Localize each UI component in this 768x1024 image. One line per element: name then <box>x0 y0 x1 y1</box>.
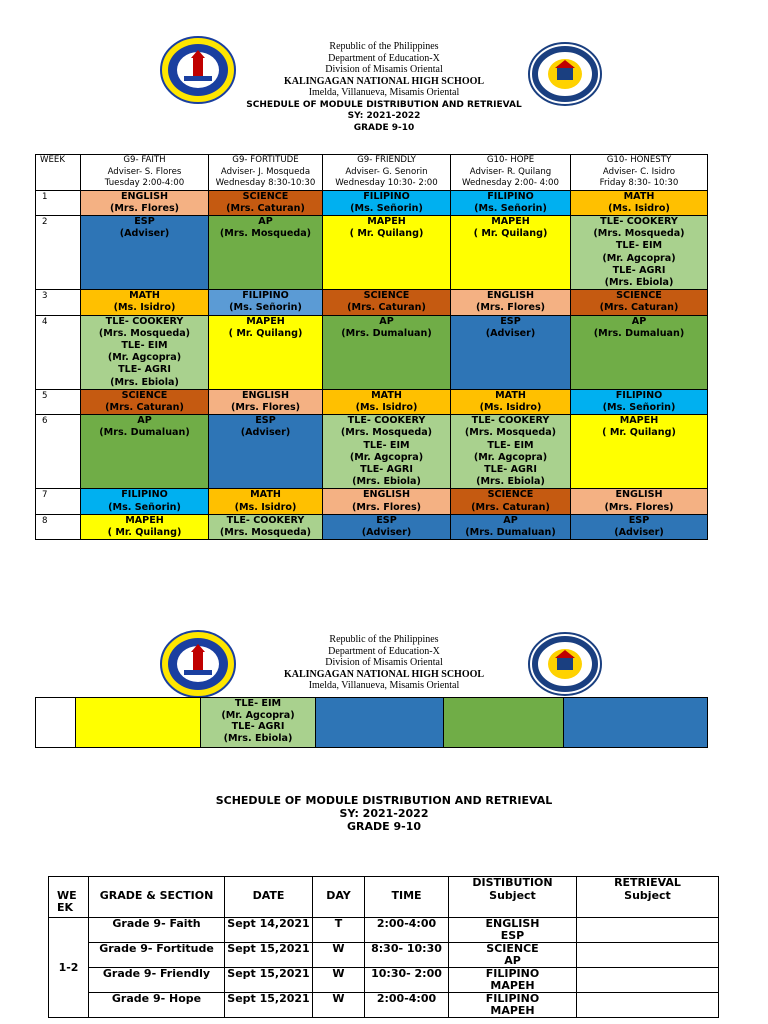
section-column-header <box>323 155 451 191</box>
subject-name: FILIPINO <box>485 992 540 1005</box>
teacher-name: (Ms. Señorin) <box>108 501 181 513</box>
teacher-name: (Adviser) <box>240 427 291 439</box>
teacher-name: (Mrs. Dumaluan) <box>99 427 190 439</box>
schedule-cell <box>571 290 708 315</box>
subject-name: MAPEH <box>490 1004 535 1017</box>
subject-name: TLE- AGRI <box>484 463 537 475</box>
distribution-heading <box>0 794 768 833</box>
week-column-header <box>36 155 81 191</box>
subject-name: SCIENCE <box>487 489 534 501</box>
section-label: G10- HOPE <box>486 155 535 165</box>
schedule-cell <box>81 415 209 489</box>
schedule-cell <box>451 315 571 389</box>
subject-name: TLE- AGRI <box>360 463 413 475</box>
section-adviser: Adviser- J. Mosqueda <box>220 166 311 177</box>
teacher-name: (Ms. Isidro) <box>234 501 297 513</box>
document-header <box>0 41 768 134</box>
teacher-name: (Mrs. Ebiola) <box>476 476 545 488</box>
subject-name: MATH <box>623 190 655 202</box>
teacher-name: (Mrs. Mosqueda) <box>340 427 433 439</box>
teacher-name: (Mrs. Ebiola) <box>110 376 179 388</box>
distribution-row <box>49 943 719 968</box>
header-school-2: KALINGAGAN NATIONAL HIGH SCHOOL <box>283 668 485 680</box>
grade-section-cell: Grade 9- Faith <box>89 918 225 943</box>
distribution-table <box>48 876 719 1018</box>
teacher-name: (Adviser) <box>361 526 412 538</box>
grade-section-header: GRADE & SECTION <box>89 890 225 918</box>
retrieval-subject-header: Subject <box>577 890 719 918</box>
header-address: Imelda, Villanueva, Misamis Oriental <box>308 87 460 98</box>
teacher-name: (Mrs. Ebiola) <box>352 476 421 488</box>
teacher-name: (Ms. Señorin) <box>602 401 676 413</box>
schedule-cell <box>323 514 451 539</box>
empty-header-cell <box>49 877 89 890</box>
day-cell: W <box>313 993 365 1018</box>
day-cell: W <box>313 943 365 968</box>
subject-name: ENGLISH <box>241 389 290 401</box>
subject-name: AP <box>137 415 152 427</box>
distribution-title: SCHEDULE OF MODULE DISTRIBUTION AND RETRIEVAL <box>215 794 553 807</box>
subject-name: TLE- EIM <box>363 439 410 451</box>
schedule-row <box>36 489 708 514</box>
teacher-name: (Mrs. Caturan) <box>347 302 426 314</box>
distribution-subject-cell <box>449 968 577 993</box>
subject-name: MAPEH <box>619 415 659 427</box>
subject-name: MATH <box>495 389 526 401</box>
teacher-name: (Ms. Isidro) <box>355 401 418 413</box>
week-number-cell: 8 <box>36 514 81 539</box>
teacher-name: (Mr. Agcopra) <box>602 252 676 264</box>
schedule-cell <box>571 514 708 539</box>
schedule-cell <box>81 489 209 514</box>
time-header: TIME <box>365 890 449 918</box>
day-cell: T <box>313 918 365 943</box>
schedule-cell <box>81 315 209 389</box>
date-cell: Sept 15,2021 <box>225 993 313 1018</box>
subject-name: AP <box>504 954 521 967</box>
schedule-cell <box>209 489 323 514</box>
teacher-name: (Adviser) <box>485 327 536 339</box>
distribution-row <box>49 993 719 1018</box>
schedule-row <box>36 514 708 539</box>
distribution-subject-header: Subject <box>449 890 577 918</box>
empty-header-cell <box>313 877 365 890</box>
teacher-name: (Ms. Señorin) <box>474 202 547 214</box>
subject-name: TLE- AGRI <box>118 364 171 376</box>
schedule-cell <box>451 489 571 514</box>
date-header: DATE <box>225 890 313 918</box>
subject-name: MAPEH <box>367 215 406 227</box>
section-adviser: Adviser- R. Quilang <box>469 166 552 177</box>
header-address-2: Imelda, Villanueva, Misamis Oriental <box>308 680 460 691</box>
teacher-name: ( Mr. Quilang) <box>107 526 182 538</box>
section-label: G9- FRIENDLY <box>357 155 416 165</box>
empty-header-cell <box>89 877 225 890</box>
continuation-teacher: (Mr. Agcopra) <box>221 709 295 721</box>
subject-name: TLE- EIM <box>487 439 534 451</box>
schedule-header-row <box>36 155 708 191</box>
subject-name: FILIPINO <box>485 967 540 980</box>
schedule-cell <box>323 290 451 315</box>
schedule-cell <box>81 514 209 539</box>
schedule-cell <box>81 215 209 289</box>
subject-name: AP <box>631 315 647 327</box>
continuation-cell <box>444 698 564 748</box>
subject-name: SCIENCE <box>242 190 289 202</box>
teacher-name: (Mrs. Dumaluan) <box>465 526 556 538</box>
day-header: DAY <box>313 890 365 918</box>
schedule-cell <box>451 290 571 315</box>
subject-name: ESP <box>255 415 276 427</box>
header-title: SCHEDULE OF MODULE DISTRIBUTION AND RETRIEVAL <box>246 99 522 110</box>
distribution-grade: GRADE 9-10 <box>346 820 421 833</box>
subject-name: MAPEH <box>246 315 285 327</box>
subject-name: AP <box>379 315 394 327</box>
teacher-name: (Mrs. Dumaluan) <box>593 327 685 339</box>
header-republic-2: Republic of the Philippines <box>329 634 439 645</box>
teacher-name: (Mrs. Flores) <box>604 501 674 513</box>
teacher-name: (Ms. Isidro) <box>608 202 670 214</box>
grade-section-cell: Grade 9- Fortitude <box>89 943 225 968</box>
distribution-subject-cell <box>449 993 577 1018</box>
teacher-name: (Adviser) <box>119 228 170 240</box>
subject-name: FILIPINO <box>242 290 289 302</box>
schedule-cell <box>323 190 451 215</box>
section-label: G9- FAITH <box>123 155 166 165</box>
section-column-header <box>571 155 708 191</box>
subject-name: MAPEH <box>490 979 535 992</box>
subject-name: FILIPINO <box>487 190 534 202</box>
distribution-subject-cell <box>449 918 577 943</box>
time-cell: 2:00-4:00 <box>365 993 449 1018</box>
subject-name: ESP <box>500 929 525 942</box>
subject-name: FILIPINO <box>121 489 168 501</box>
subject-name: MAPEH <box>125 514 164 526</box>
time-cell: 8:30- 10:30 <box>365 943 449 968</box>
subject-name: AP <box>503 514 518 526</box>
schedule-row <box>36 389 708 414</box>
date-cell: Sept 15,2021 <box>225 968 313 993</box>
schedule-row <box>36 315 708 389</box>
schedule-row <box>36 415 708 489</box>
schedule-row <box>36 215 708 289</box>
retrieval-subject-cell <box>577 993 719 1018</box>
retrieval-subject-cell <box>577 918 719 943</box>
document-header-2 <box>0 634 768 692</box>
header-department: Department of Education-X <box>328 52 440 64</box>
teacher-name: (Mrs. Dumaluan) <box>341 327 432 339</box>
subject-name: TLE- COOKERY <box>347 415 426 427</box>
section-time: Wednesday 8:30-10:30 <box>215 178 316 188</box>
schedule-cell <box>451 389 571 414</box>
schedule-row <box>36 290 708 315</box>
distribution-row <box>49 918 719 943</box>
subject-name: SCIENCE <box>486 942 539 955</box>
schedule-cell <box>209 389 323 414</box>
subject-name: AP <box>258 215 273 227</box>
week-number-cell: 1 <box>36 190 81 215</box>
header-school: KALINGAGAN NATIONAL HIGH SCHOOL <box>283 75 485 87</box>
schedule-cell <box>451 514 571 539</box>
header-division: Division of Misamis Oriental <box>325 64 443 75</box>
distribution-subject-cell <box>449 943 577 968</box>
week-number-cell: 7 <box>36 489 81 514</box>
continuation-subject-2: TLE- AGRI <box>231 721 285 732</box>
schedule-cell <box>323 215 451 289</box>
date-cell: Sept 14,2021 <box>225 918 313 943</box>
continuation-teacher-2: (Mrs. Ebiola) <box>223 732 293 744</box>
continuation-cell <box>564 698 708 748</box>
schedule-cell <box>451 190 571 215</box>
subject-name: TLE- EIM <box>615 240 663 252</box>
empty-header-cell <box>365 877 449 890</box>
week-number-cell: 2 <box>36 215 81 289</box>
teacher-name: (Mrs. Caturan) <box>599 302 679 314</box>
schedule-cell <box>323 315 451 389</box>
schedule-cell <box>81 290 209 315</box>
teacher-name: (Ms. Isidro) <box>479 401 542 413</box>
teacher-name: (Mrs. Caturan) <box>105 401 184 413</box>
distribution-header-top: DISTIBUTION <box>449 877 577 890</box>
week-number-cell: 3 <box>36 290 81 315</box>
teacher-name: ( Mr. Quilang) <box>602 427 676 439</box>
subject-name: SCIENCE <box>616 290 662 302</box>
schedule-cell <box>209 215 323 289</box>
header-republic: Republic of the Philippines <box>329 41 439 52</box>
continuation-subject: TLE- EIM <box>234 698 282 709</box>
teacher-name: (Mrs. Flores) <box>109 202 180 214</box>
teacher-name: (Mrs. Flores) <box>230 401 301 413</box>
subject-name: ENGLISH <box>486 290 535 302</box>
subject-name: FILIPINO <box>615 389 663 401</box>
section-time: Friday 8:30- 10:30 <box>599 178 679 188</box>
schedule-cell <box>571 315 708 389</box>
subject-name: MATH <box>371 389 402 401</box>
schedule-cell <box>571 415 708 489</box>
teacher-name: (Mrs. Mosqueda) <box>593 228 685 240</box>
schedule-table <box>35 154 708 540</box>
distribution-row <box>49 968 719 993</box>
teacher-name: (Mr. Agcopra) <box>473 451 548 463</box>
time-cell: 2:00-4:00 <box>365 918 449 943</box>
section-column-header <box>451 155 571 191</box>
week-number-cell: 4 <box>36 315 81 389</box>
retrieval-subject-cell <box>577 968 719 993</box>
retrieval-header-top: RETRIEVAL <box>577 877 719 890</box>
subject-name: ENGLISH <box>362 489 411 501</box>
schedule-cell <box>323 389 451 414</box>
schedule-cell <box>209 514 323 539</box>
schedule-cell <box>81 389 209 414</box>
schedule-cell <box>323 489 451 514</box>
subject-name: SCIENCE <box>121 389 168 401</box>
schedule-cell <box>571 489 708 514</box>
header-division-2: Division of Misamis Oriental <box>325 657 443 668</box>
section-adviser: Adviser- S. Flores <box>107 166 182 177</box>
section-column-header <box>81 155 209 191</box>
section-label: G9- FORTITUDE <box>232 155 299 165</box>
section-adviser: Adviser- C. Isidro <box>602 166 676 177</box>
teacher-name: (Mrs. Flores) <box>351 501 422 513</box>
section-time: Wednesday 2:00- 4:00 <box>462 178 559 188</box>
teacher-name: (Mrs. Mosqueda) <box>219 228 312 240</box>
schedule-cell <box>571 215 708 289</box>
distribution-sy: SY: 2021-2022 <box>339 807 429 820</box>
subject-name: ENGLISH <box>615 489 663 501</box>
teacher-name: (Adviser) <box>614 526 664 538</box>
subject-name: ESP <box>500 315 521 327</box>
continuation-cell <box>76 698 201 748</box>
distribution-header-row-top <box>49 877 719 890</box>
teacher-name: (Ms. Señorin) <box>229 302 302 314</box>
header-sy: SY: 2021-2022 <box>347 111 421 121</box>
schedule-cell <box>209 315 323 389</box>
continuation-row <box>36 698 708 748</box>
continuation-cell <box>316 698 444 748</box>
date-cell: Sept 15,2021 <box>225 943 313 968</box>
subject-name: TLE- COOKERY <box>600 215 678 227</box>
section-adviser: Adviser- G. Senorin <box>345 166 428 177</box>
distribution-header-row <box>49 890 719 918</box>
day-cell: W <box>313 968 365 993</box>
section-label: G10- HONESTY <box>606 155 672 165</box>
week-range-cell: 1-2 <box>49 918 89 1018</box>
teacher-name: (Mrs. Mosqueda) <box>464 427 557 439</box>
teacher-name: (Mrs. Flores) <box>475 302 546 314</box>
schedule-cell <box>323 415 451 489</box>
teacher-name: (Ms. Isidro) <box>113 302 176 314</box>
schedule-cell <box>81 190 209 215</box>
header-grade: GRADE 9-10 <box>353 122 415 133</box>
subject-name: MATH <box>250 489 281 501</box>
subject-name: ENGLISH <box>120 190 169 202</box>
subject-name: ESP <box>134 215 155 227</box>
section-column-header <box>209 155 323 191</box>
subject-name: TLE- EIM <box>121 339 168 351</box>
section-label: WEEK <box>40 155 65 165</box>
empty-header-cell <box>225 877 313 890</box>
teacher-name: (Ms. Señorin) <box>350 202 423 214</box>
schedule-cell <box>209 290 323 315</box>
section-time: Wednesday 10:30- 2:00 <box>335 178 438 188</box>
schedule-cell <box>571 389 708 414</box>
schedule-cell <box>209 415 323 489</box>
schedule-continuation-table <box>35 697 708 748</box>
subject-name: TLE- AGRI <box>612 264 666 276</box>
teacher-name: (Mrs. Caturan) <box>226 202 305 214</box>
teacher-name: ( Mr. Quilang) <box>228 327 303 339</box>
header-department-2: Department of Education-X <box>328 645 440 657</box>
subject-name: ENGLISH <box>485 917 540 930</box>
subject-name: FILIPINO <box>363 190 410 202</box>
time-cell: 10:30- 2:00 <box>365 968 449 993</box>
continuation-week-cell <box>36 698 76 748</box>
teacher-name: (Mrs. Mosqueda) <box>98 327 191 339</box>
subject-name: TLE- COOKERY <box>226 514 305 526</box>
schedule-cell <box>451 415 571 489</box>
teacher-name: ( Mr. Quilang) <box>473 228 548 240</box>
schedule-cell <box>451 215 571 289</box>
subject-name: SCIENCE <box>363 290 410 302</box>
subject-name: TLE- COOKERY <box>471 415 550 427</box>
subject-name: MAPEH <box>491 215 530 227</box>
schedule-cell <box>209 190 323 215</box>
grade-section-cell: Grade 9- Friendly <box>89 968 225 993</box>
week-header: WE EK <box>49 890 89 918</box>
teacher-name: (Mr. Agcopra) <box>349 451 424 463</box>
schedule-cell <box>571 190 708 215</box>
teacher-name: (Mrs. Ebiola) <box>604 276 674 288</box>
teacher-name: ( Mr. Quilang) <box>349 228 424 240</box>
subject-name: ESP <box>628 514 650 526</box>
continuation-cell-tle <box>201 698 316 748</box>
section-time: Tuesday 2:00-4:00 <box>104 178 185 188</box>
schedule-row <box>36 190 708 215</box>
week-number-cell: 6 <box>36 415 81 489</box>
grade-section-cell: Grade 9- Hope <box>89 993 225 1018</box>
subject-name: TLE- COOKERY <box>105 315 184 327</box>
teacher-name: (Mrs. Caturan) <box>471 501 550 513</box>
retrieval-subject-cell <box>577 943 719 968</box>
teacher-name: (Mrs. Mosqueda) <box>219 526 312 538</box>
subject-name: MATH <box>129 290 160 302</box>
teacher-name: (Mr. Agcopra) <box>107 352 182 364</box>
week-number-cell: 5 <box>36 389 81 414</box>
subject-name: ESP <box>376 514 397 526</box>
